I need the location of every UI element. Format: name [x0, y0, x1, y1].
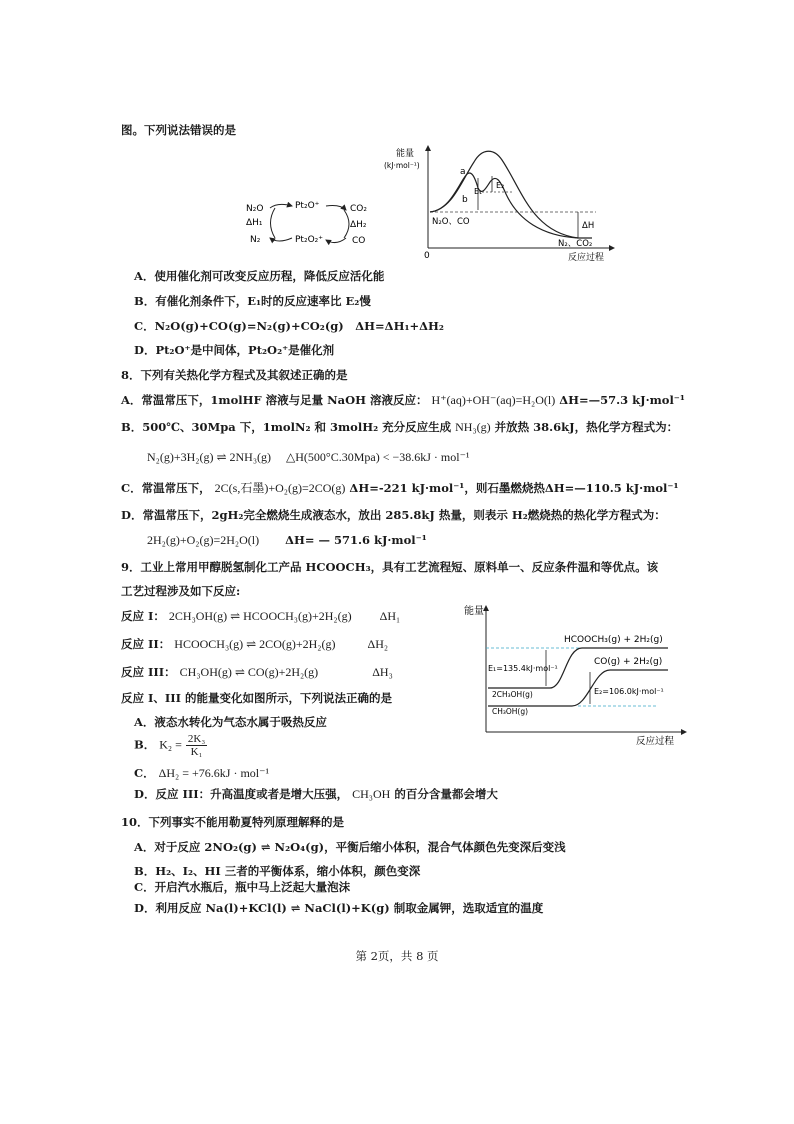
e1-reactants: N₂O、CO: [432, 217, 470, 227]
q8-stem: 8．下列有关热化学方程式及其叙述正确的是: [121, 368, 348, 382]
e2-low1-label: 2CH₃OH(g): [492, 690, 533, 699]
e1-label-b: b: [462, 195, 468, 205]
q7-option-c: C．N₂O(g)+CO(g)=N₂(g)+CO₂(g) ΔH=ΔH₁+ΔH₂: [134, 319, 444, 333]
q9-option-c: [134, 765, 269, 781]
cat-arrow-2: [270, 238, 292, 241]
energy-diagram-1: [382, 140, 622, 266]
q9-d-eq: CH₃OH: [352, 787, 391, 801]
q8-option-c: [121, 480, 679, 496]
q9-b-den: K₁: [190, 746, 203, 758]
q9-reaction-1: [121, 608, 400, 624]
q9-b-num: 2K₃: [187, 733, 206, 745]
e1-products: N₂、CO₂: [558, 239, 593, 249]
e1-dh: ΔH: [582, 221, 595, 231]
q9-r1-label: 反应 I：: [121, 609, 165, 623]
q9-c-label: C．: [134, 766, 155, 780]
q9-r3-label: 反应 III：: [121, 665, 176, 679]
cat-n2o: N₂O: [246, 204, 264, 214]
e2-e1-label: E₁=135.4kJ·mol⁻¹: [488, 664, 558, 673]
q8-a-pre: A．常温常压下，1molHF 溶液与足量 NaOH 溶液反应：: [121, 393, 428, 407]
e1-xlabel: 反应过程: [568, 253, 605, 263]
q8-option-b: [121, 419, 678, 435]
q10-option-a: A．对于反应 2NO₂(g) ⇌ N₂O₄(g)，平衡后缩小体积，混合气体颜色先变深后变浅: [134, 840, 566, 854]
q8-b-equation: N₂(g)+3H₂(g) ⇌ 2NH₃(g) △H(500°C.30Mpa) < −38.6kJ · mol⁻¹: [147, 450, 470, 464]
cat-arc-left: [271, 208, 276, 238]
q9-r2-dh: ΔH₂: [367, 637, 389, 651]
q9-r3-dh: ΔH₃: [372, 665, 393, 679]
q8-option-d-eq-line: [147, 532, 427, 548]
cat-dh2: ΔH₂: [350, 220, 367, 230]
e1-label-a: a: [460, 167, 466, 177]
cat-co: CO: [352, 236, 366, 246]
cat-co2: CO₂: [350, 204, 367, 214]
q9-option-d: [134, 786, 498, 802]
q9-r1-dh: ΔH₁: [379, 609, 401, 623]
q8-option-a: [121, 392, 685, 408]
q10-stem: 10．下列事实不能用勒夏特列原理解释的是: [121, 815, 345, 829]
q9-reaction-2: [121, 636, 388, 652]
e2-mid-label: CO(g) + 2H₂(g): [594, 657, 663, 667]
cat-pt-bottom: Pt₂O₂⁺: [295, 235, 324, 245]
q8-b-post: 并放热 38.6kJ，热化学方程式为：: [494, 420, 679, 434]
q8-d-post: ΔH= — 571.6 kJ·mol⁻¹: [285, 533, 427, 547]
q9-c-eq: ΔH₂ = +76.6kJ · mol⁻¹: [158, 766, 270, 780]
e2-ylabel: 能量: [464, 606, 484, 617]
e1-label-e2: E₂: [496, 181, 505, 190]
q8-c-pre: C．常温常压下，: [121, 481, 211, 495]
cat-arrow-4: [326, 238, 346, 243]
q9-stem-1: 9．工业上常用甲醇脱氢制化工产品 HCOOCH₃，具有工艺流程短、原料单一、反应条件温和等优点。该: [121, 560, 659, 574]
q8-c-eq: 2C(s,石墨)+O₂(g)=2CO(g): [214, 481, 346, 495]
q7-option-a: A．使用催化剂可改变反应历程，降低反应活化能: [134, 269, 385, 283]
q9-r2-eq: HCOOCH₃(g) ⇌ 2CO(g)+2H₂(g): [174, 637, 336, 651]
e1-yunit: (kJ·mol⁻¹): [384, 161, 420, 170]
q8-b-pre: B．500℃、30Mpa 下，1molN₂ 和 3molH₂ 充分反应生成: [121, 420, 452, 434]
q9-r3-eq: CH₃OH(g) ⇌ CO(g)+2H₂(g): [179, 665, 319, 679]
q10-option-b: B．H₂、I₂、HI 三者的平衡体系，缩小体积，颜色变深: [134, 864, 421, 878]
q9-stem-2: 工艺过程涉及如下反应:: [121, 584, 241, 598]
q9-d-post: 的百分含量都会增大: [394, 787, 498, 801]
e1-label-e1: E₁: [474, 187, 483, 196]
q10-option-c: C．开启汽水瓶后，瓶中马上泛起大量泡沫: [134, 880, 351, 894]
e2-xlabel: 反应过程: [636, 736, 675, 747]
e2-e2-label: E₂=106.0kJ·mol⁻¹: [594, 687, 664, 696]
catalysis-cycle-diagram: [240, 196, 380, 252]
e1-origin: 0: [424, 251, 430, 261]
q7-option-b: B．有催化剂条件下，E₁时的反应速率比 E₂慢: [134, 294, 371, 308]
q9-b-fraction: [186, 733, 207, 758]
q9-stem-3: 反应 I、III 的能量变化如图所示，下列说法正确的是: [121, 691, 393, 705]
cat-n2: N₂: [250, 235, 261, 245]
intro-text: 图。下列说法错误的是: [121, 123, 236, 137]
cat-pt-top: Pt₂O⁺: [295, 201, 320, 211]
q9-option-b: [134, 733, 207, 758]
q8-b-eq: NH₃(g): [455, 420, 491, 434]
e2-top-label: HCOOCH₃(g) + 2H₂(g): [564, 635, 663, 645]
q9-b-label: B．: [134, 737, 156, 752]
cat-arrow-1: [270, 204, 292, 208]
cat-arrow-3: [326, 206, 346, 211]
q8-a-eq: H⁺(aq)+OH⁻(aq)=H₂O(l): [431, 393, 556, 407]
q8-a-post: ΔH=—57.3 kJ·mol⁻¹: [559, 393, 685, 407]
q9-b-lhs: K₂ =: [159, 737, 182, 752]
q9-reaction-3: [121, 664, 393, 680]
q7-option-d: D．Pt₂O⁺是中间体，Pt₂O₂⁺是催化剂: [134, 343, 335, 357]
energy-diagram-2: [458, 600, 698, 750]
q8-option-d-stem: D．常温常压下，2gH₂完全燃烧生成液态水，放出 285.8kJ 热量，则表示 H₂燃烧热的热化学方程式为：: [121, 508, 666, 522]
e2-low2-label: CH₃OH(g): [492, 707, 529, 716]
q9-r2-label: 反应 II：: [121, 637, 171, 651]
q9-r1-eq: 2CH₃OH(g) ⇌ HCOOCH₃(g)+2H₂(g): [168, 609, 352, 623]
cat-dh1: ΔH₁: [246, 218, 263, 228]
q10-option-d: D．利用反应 Na(l)+KCl(l) ⇌ NaCl(l)+K(g) 制取金属钾，选取适宜的温度: [134, 901, 544, 915]
q9-d-pre: D．反应 III：升高温度或者是增大压强，: [134, 787, 349, 801]
page-footer: 第 2页，共 8 页: [355, 949, 439, 963]
q8-d-eq: 2H₂(g)+O₂(g)=2H₂O(l): [147, 533, 260, 547]
e1-ylabel: 能量: [396, 149, 415, 159]
q8-c-post: ΔH=-221 kJ·mol⁻¹，则石墨燃烧热ΔH=—110.5 kJ·mol⁻¹: [349, 481, 679, 495]
q9-option-a: A．液态水转化为气态水属于吸热反应: [134, 715, 327, 729]
cat-arc-right: [344, 210, 349, 238]
